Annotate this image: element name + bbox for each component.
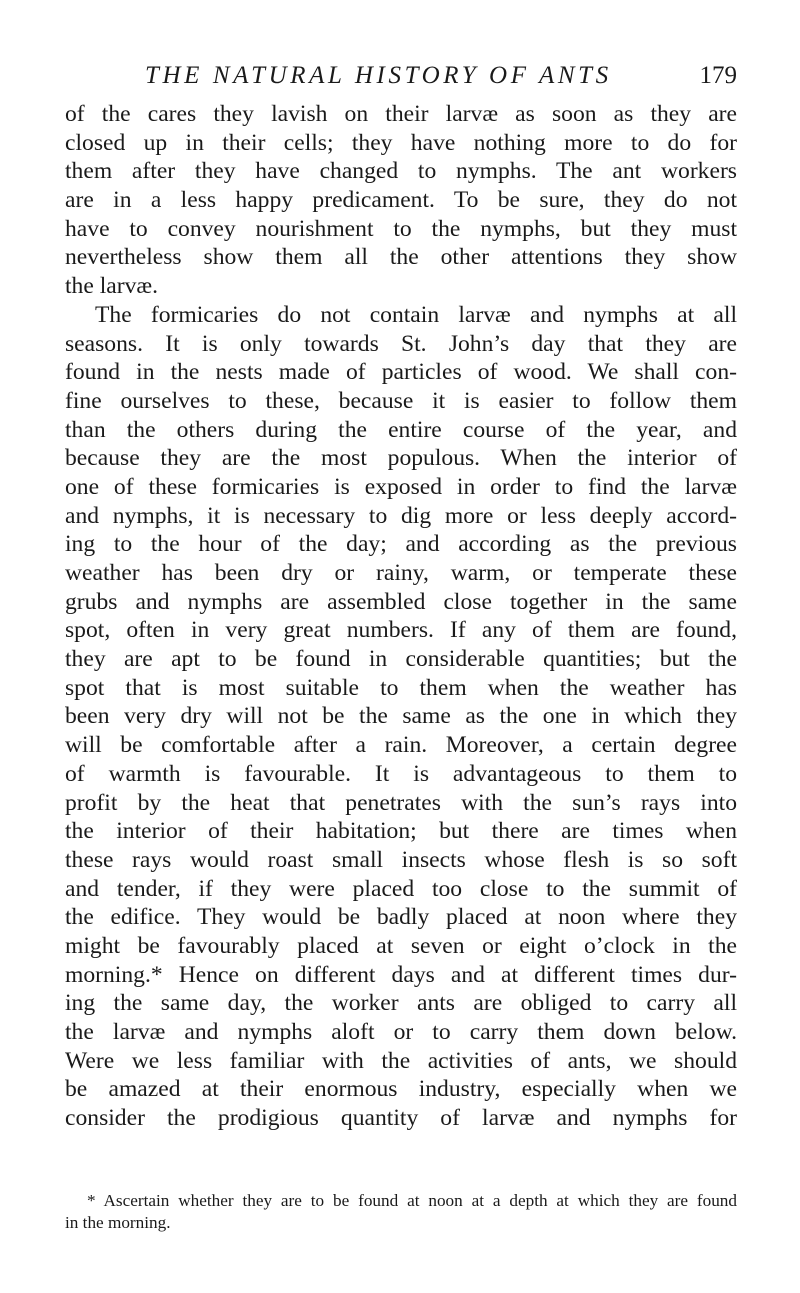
text-line: profit by the heat that penetrates with the sun’s rays into (65, 789, 737, 816)
text-line: weather has been dry or rainy, warm, or temperate these (65, 560, 737, 586)
text-line: spot that is most suitable to them when the weather has (65, 674, 737, 701)
text-line: these rays would roast small insects whose flesh is so soft (65, 846, 737, 873)
text-line: fine ourselves to these, because it is easier to follow them (65, 387, 737, 414)
text-line: they are apt to be found in considerable quantities; but the (65, 646, 737, 673)
footnote (65, 1190, 737, 1234)
text-line: consider the prodigious quantity of larvæ and nymphs for (65, 1105, 737, 1132)
text-line: of the cares they lavish on their larvæ as soon as they are (65, 101, 737, 127)
text-line: are in a less happy predicament. To be sure, they do not (65, 187, 737, 214)
footnote-line: * Ascertain whether they are to be found at noon at a depth at which they are found (87, 1191, 737, 1210)
paragraph-start-line: The formicaries do not contain larvæ and nymphs at all (95, 301, 737, 328)
text-line: found in the nests made of particles of wood. We shall con- (65, 359, 737, 386)
text-line: the larvæ. (65, 273, 159, 300)
text-line: them after they have changed to nymphs. The ant workers (65, 158, 737, 185)
text-line: closed up in their cells; they have nothing more to do for (65, 129, 737, 156)
text-line: morning.* Hence on different days and at different times dur- (65, 961, 737, 988)
text-line: ing to the hour of the day; and according as the previous (65, 531, 737, 558)
text-line: have to convey nourishment to the nymphs, but they must (65, 215, 737, 242)
running-head: THE NATURAL HISTORY OF ANTS (145, 62, 612, 89)
text-line: the larvæ and nymphs aloft or to carry them down below. (65, 1019, 737, 1045)
text-line: be amazed at their enormous industry, especially when we (65, 1076, 737, 1103)
text-line: been very dry will not be the same as the one in which they (65, 703, 737, 730)
text-line: spot, often in very great numbers. If any of them are found, (65, 617, 737, 644)
text-line: Were we less familiar with the activities of ants, we should (65, 1047, 737, 1074)
text-line: nevertheless show them all the other attentions they show (65, 244, 737, 271)
text-line: and tender, if they were placed too close to the summit of (65, 875, 737, 902)
footnote-line: in the morning. (65, 1213, 171, 1232)
text-line: might be favourably placed at seven or eight o’clock in the (65, 932, 737, 959)
page-header (65, 60, 737, 96)
text-line: and nymphs, it is necessary to dig more or less deeply accord- (65, 502, 737, 529)
text-line: one of these formicaries is exposed in order to find the larvæ (65, 473, 737, 500)
page-number: 179 (699, 62, 737, 89)
text-line: than the others during the entire course of the year, and (65, 416, 737, 443)
body-text (65, 100, 737, 1133)
text-line: the interior of their habitation; but there are times when (65, 818, 737, 845)
text-line: grubs and nymphs are assembled close together in the same (65, 588, 737, 615)
text-line: because they are the most populous. When the interior of (65, 445, 737, 472)
text-line: ing the same day, the worker ants are obliged to carry all (65, 990, 737, 1017)
text-line: of warmth is favourable. It is advantageous to them to (65, 760, 737, 787)
text-line: seasons. It is only towards St. John’s day that they are (65, 330, 737, 357)
text-line: the edifice. They would be badly placed at noon where they (65, 904, 737, 931)
text-line: will be comfortable after a rain. Moreover, a certain degree (65, 732, 737, 759)
